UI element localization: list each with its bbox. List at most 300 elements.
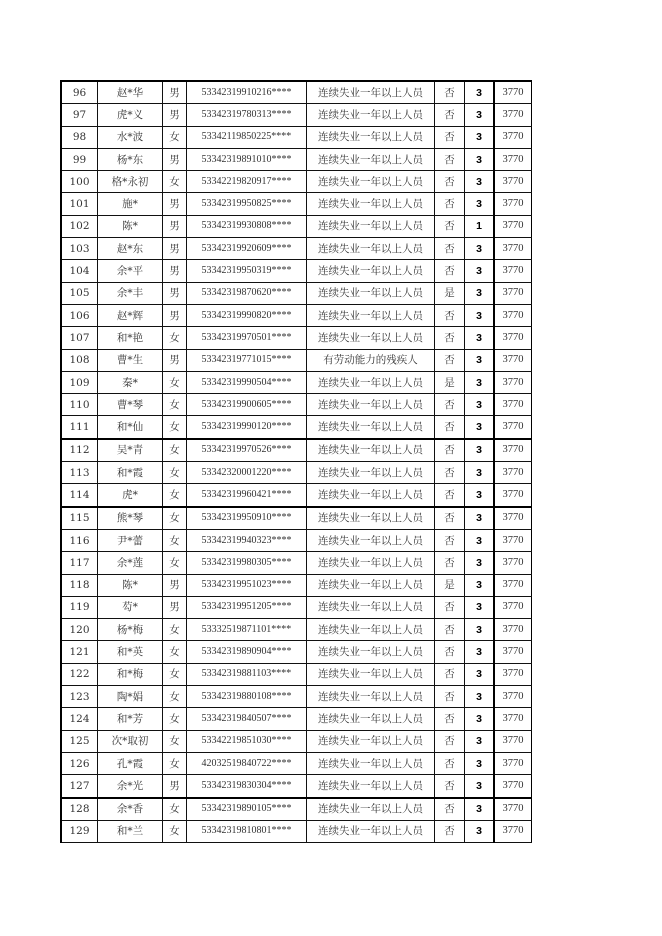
amount-cell: 3770 — [494, 663, 532, 685]
seq-cell: 111 — [61, 416, 98, 439]
amount-cell: 3770 — [494, 484, 532, 507]
table-row — [61, 238, 532, 260]
gender-cell: 女 — [163, 641, 187, 663]
amount-cell: 3770 — [494, 260, 532, 282]
gender-cell: 女 — [163, 507, 187, 530]
table-row — [61, 304, 532, 326]
table-row — [61, 775, 532, 798]
seq-cell: 117 — [61, 552, 98, 574]
amount-cell: 3770 — [494, 820, 532, 842]
table-row — [61, 484, 532, 507]
category-cell: 连续失业一年以上人员 — [307, 260, 435, 282]
name-cell: 和*艳 — [98, 327, 163, 349]
seq-cell: 97 — [61, 104, 98, 126]
gender-cell: 女 — [163, 686, 187, 708]
category-cell: 有劳动能力的残疾人 — [307, 349, 435, 371]
seq-cell: 108 — [61, 349, 98, 371]
seq-cell: 112 — [61, 439, 98, 462]
amount-cell: 3770 — [494, 529, 532, 551]
category-cell: 连续失业一年以上人员 — [307, 708, 435, 730]
amount-cell: 3770 — [494, 439, 532, 462]
amount-cell: 3770 — [494, 752, 532, 774]
flag-cell: 否 — [435, 148, 465, 170]
name-cell: 虎* — [98, 484, 163, 507]
category-cell: 连续失业一年以上人员 — [307, 574, 435, 596]
seq-cell: 128 — [61, 798, 98, 821]
amount-cell: 3770 — [494, 282, 532, 304]
gender-cell: 女 — [163, 439, 187, 462]
flag-cell: 否 — [435, 394, 465, 416]
gender-cell: 女 — [163, 708, 187, 730]
seq-cell: 120 — [61, 619, 98, 641]
id-number-cell: 53342219851030**** — [187, 730, 307, 752]
amount-cell: 3770 — [494, 349, 532, 371]
table-row — [61, 282, 532, 304]
id-number-cell: 53342319890904**** — [187, 641, 307, 663]
name-cell: 格*永初 — [98, 171, 163, 193]
table-row — [61, 327, 532, 349]
amount-cell: 3770 — [494, 193, 532, 215]
category-cell: 连续失业一年以上人员 — [307, 126, 435, 148]
flag-cell: 是 — [435, 574, 465, 596]
flag-cell: 否 — [435, 820, 465, 842]
gender-cell: 男 — [163, 282, 187, 304]
flag-cell: 否 — [435, 619, 465, 641]
seq-cell: 105 — [61, 282, 98, 304]
flag-cell: 否 — [435, 529, 465, 551]
table-row — [61, 126, 532, 148]
name-cell: 吴*青 — [98, 439, 163, 462]
gender-cell: 女 — [163, 552, 187, 574]
table-row — [61, 193, 532, 215]
amount-cell: 3770 — [494, 552, 532, 574]
id-number-cell: 53342319891010**** — [187, 148, 307, 170]
months-cell: 3 — [465, 798, 495, 821]
flag-cell: 否 — [435, 238, 465, 260]
name-cell: 杨*梅 — [98, 619, 163, 641]
months-cell: 3 — [465, 619, 495, 641]
seq-cell: 124 — [61, 708, 98, 730]
months-cell: 3 — [465, 462, 495, 484]
table-row — [61, 663, 532, 685]
seq-cell: 96 — [61, 81, 98, 104]
id-number-cell: 53342319950319**** — [187, 260, 307, 282]
flag-cell: 否 — [435, 349, 465, 371]
gender-cell: 女 — [163, 371, 187, 393]
seq-cell: 119 — [61, 596, 98, 618]
name-cell: 余*丰 — [98, 282, 163, 304]
months-cell: 1 — [465, 215, 495, 237]
name-cell: 陶*娟 — [98, 686, 163, 708]
gender-cell: 女 — [163, 394, 187, 416]
name-cell: 余*光 — [98, 775, 163, 798]
flag-cell: 否 — [435, 798, 465, 821]
months-cell: 3 — [465, 730, 495, 752]
category-cell: 连续失业一年以上人员 — [307, 171, 435, 193]
seq-cell: 104 — [61, 260, 98, 282]
months-cell: 3 — [465, 708, 495, 730]
flag-cell: 否 — [435, 193, 465, 215]
gender-cell: 男 — [163, 81, 187, 104]
amount-cell: 3770 — [494, 574, 532, 596]
name-cell: 熊*琴 — [98, 507, 163, 530]
months-cell: 3 — [465, 507, 495, 530]
table-row — [61, 462, 532, 484]
flag-cell: 否 — [435, 327, 465, 349]
table-row — [61, 349, 532, 371]
category-cell: 连续失业一年以上人员 — [307, 552, 435, 574]
flag-cell: 否 — [435, 730, 465, 752]
name-cell: 虎*义 — [98, 104, 163, 126]
id-number-cell: 53342319951205**** — [187, 596, 307, 618]
table-row — [61, 641, 532, 663]
flag-cell: 是 — [435, 371, 465, 393]
category-cell: 连续失业一年以上人员 — [307, 215, 435, 237]
months-cell: 3 — [465, 193, 495, 215]
amount-cell: 3770 — [494, 686, 532, 708]
name-cell: 秦* — [98, 371, 163, 393]
id-number-cell: 53342319930808**** — [187, 215, 307, 237]
table-row — [61, 371, 532, 393]
months-cell: 3 — [465, 775, 495, 798]
table-row — [61, 619, 532, 641]
table-row — [61, 596, 532, 618]
id-number-cell: 53342319951023**** — [187, 574, 307, 596]
seq-cell: 122 — [61, 663, 98, 685]
months-cell: 3 — [465, 148, 495, 170]
name-cell: 陈* — [98, 215, 163, 237]
seq-cell: 99 — [61, 148, 98, 170]
table-row — [61, 529, 532, 551]
table-row — [61, 574, 532, 596]
months-cell: 3 — [465, 641, 495, 663]
id-number-cell: 53342319830304**** — [187, 775, 307, 798]
table-row — [61, 552, 532, 574]
amount-cell: 3770 — [494, 171, 532, 193]
flag-cell: 否 — [435, 686, 465, 708]
flag-cell: 否 — [435, 507, 465, 530]
gender-cell: 女 — [163, 484, 187, 507]
table-row — [61, 820, 532, 842]
gender-cell: 女 — [163, 820, 187, 842]
flag-cell: 否 — [435, 641, 465, 663]
months-cell: 3 — [465, 394, 495, 416]
gender-cell: 男 — [163, 193, 187, 215]
flag-cell: 否 — [435, 775, 465, 798]
seq-cell: 127 — [61, 775, 98, 798]
gender-cell: 女 — [163, 416, 187, 439]
months-cell: 3 — [465, 282, 495, 304]
id-number-cell: 53332519871101**** — [187, 619, 307, 641]
flag-cell: 否 — [435, 104, 465, 126]
name-cell: 余*莲 — [98, 552, 163, 574]
id-number-cell: 53342319970501**** — [187, 327, 307, 349]
category-cell: 连续失业一年以上人员 — [307, 238, 435, 260]
id-number-cell: 53342319890105**** — [187, 798, 307, 821]
name-cell: 陈* — [98, 574, 163, 596]
gender-cell: 男 — [163, 304, 187, 326]
months-cell: 3 — [465, 371, 495, 393]
gender-cell: 女 — [163, 663, 187, 685]
category-cell: 连续失业一年以上人员 — [307, 619, 435, 641]
flag-cell: 否 — [435, 663, 465, 685]
id-number-cell: 53342319960421**** — [187, 484, 307, 507]
category-cell: 连续失业一年以上人员 — [307, 439, 435, 462]
id-number-cell: 53342319880108**** — [187, 686, 307, 708]
table-row — [61, 752, 532, 774]
name-cell: 和*兰 — [98, 820, 163, 842]
id-number-cell: 53342319990120**** — [187, 416, 307, 439]
amount-cell: 3770 — [494, 798, 532, 821]
gender-cell: 男 — [163, 238, 187, 260]
flag-cell: 否 — [435, 596, 465, 618]
seq-cell: 116 — [61, 529, 98, 551]
gender-cell: 女 — [163, 752, 187, 774]
months-cell: 3 — [465, 439, 495, 462]
gender-cell: 女 — [163, 619, 187, 641]
months-cell: 3 — [465, 484, 495, 507]
flag-cell: 否 — [435, 304, 465, 326]
seq-cell: 123 — [61, 686, 98, 708]
flag-cell: 否 — [435, 126, 465, 148]
seq-cell: 114 — [61, 484, 98, 507]
category-cell: 连续失业一年以上人员 — [307, 394, 435, 416]
amount-cell: 3770 — [494, 507, 532, 530]
gender-cell: 女 — [163, 126, 187, 148]
amount-cell: 3770 — [494, 104, 532, 126]
seq-cell: 118 — [61, 574, 98, 596]
table-row — [61, 171, 532, 193]
name-cell: 次*取初 — [98, 730, 163, 752]
gender-cell: 女 — [163, 462, 187, 484]
months-cell: 3 — [465, 529, 495, 551]
seq-cell: 125 — [61, 730, 98, 752]
months-cell: 3 — [465, 820, 495, 842]
gender-cell: 女 — [163, 327, 187, 349]
months-cell: 3 — [465, 686, 495, 708]
months-cell: 3 — [465, 596, 495, 618]
seq-cell: 103 — [61, 238, 98, 260]
id-number-cell: 53342319990504**** — [187, 371, 307, 393]
seq-cell: 110 — [61, 394, 98, 416]
id-number-cell: 53342219820917**** — [187, 171, 307, 193]
months-cell: 3 — [465, 574, 495, 596]
category-cell: 连续失业一年以上人员 — [307, 641, 435, 663]
seq-cell: 101 — [61, 193, 98, 215]
seq-cell: 106 — [61, 304, 98, 326]
table-row — [61, 730, 532, 752]
category-cell: 连续失业一年以上人员 — [307, 371, 435, 393]
amount-cell: 3770 — [494, 775, 532, 798]
name-cell: 杨*东 — [98, 148, 163, 170]
gender-cell: 女 — [163, 730, 187, 752]
seq-cell: 121 — [61, 641, 98, 663]
category-cell: 连续失业一年以上人员 — [307, 484, 435, 507]
category-cell: 连续失业一年以上人员 — [307, 798, 435, 821]
months-cell: 3 — [465, 104, 495, 126]
gender-cell: 男 — [163, 596, 187, 618]
id-number-cell: 53342319780313**** — [187, 104, 307, 126]
category-cell: 连续失业一年以上人员 — [307, 104, 435, 126]
table-row — [61, 708, 532, 730]
gender-cell: 男 — [163, 349, 187, 371]
id-number-cell: 53342319881103**** — [187, 663, 307, 685]
gender-cell: 男 — [163, 148, 187, 170]
amount-cell: 3770 — [494, 81, 532, 104]
category-cell: 连续失业一年以上人员 — [307, 820, 435, 842]
name-cell: 和*英 — [98, 641, 163, 663]
amount-cell: 3770 — [494, 215, 532, 237]
id-number-cell: 42032519840722**** — [187, 752, 307, 774]
id-number-cell: 53342319870620**** — [187, 282, 307, 304]
amount-cell: 3770 — [494, 708, 532, 730]
table-row — [61, 439, 532, 462]
flag-cell: 是 — [435, 282, 465, 304]
flag-cell: 否 — [435, 484, 465, 507]
name-cell: 余*平 — [98, 260, 163, 282]
name-cell: 赵*东 — [98, 238, 163, 260]
id-number-cell: 53342319950910**** — [187, 507, 307, 530]
category-cell: 连续失业一年以上人员 — [307, 752, 435, 774]
category-cell: 连续失业一年以上人员 — [307, 416, 435, 439]
name-cell: 赵*辉 — [98, 304, 163, 326]
flag-cell: 否 — [435, 260, 465, 282]
months-cell: 3 — [465, 349, 495, 371]
months-cell: 3 — [465, 416, 495, 439]
months-cell: 3 — [465, 304, 495, 326]
gender-cell: 男 — [163, 215, 187, 237]
id-number-cell: 53342319840507**** — [187, 708, 307, 730]
name-cell: 赵*华 — [98, 81, 163, 104]
name-cell: 和*仙 — [98, 416, 163, 439]
seq-cell: 109 — [61, 371, 98, 393]
id-number-cell: 53342319810801**** — [187, 820, 307, 842]
seq-cell: 100 — [61, 171, 98, 193]
flag-cell: 否 — [435, 439, 465, 462]
name-cell: 芶* — [98, 596, 163, 618]
name-cell: 水*波 — [98, 126, 163, 148]
category-cell: 连续失业一年以上人员 — [307, 462, 435, 484]
flag-cell: 否 — [435, 708, 465, 730]
table-row — [61, 260, 532, 282]
amount-cell: 3770 — [494, 238, 532, 260]
amount-cell: 3770 — [494, 416, 532, 439]
seq-cell: 98 — [61, 126, 98, 148]
seq-cell: 113 — [61, 462, 98, 484]
name-cell: 尹*蕾 — [98, 529, 163, 551]
amount-cell: 3770 — [494, 596, 532, 618]
amount-cell: 3770 — [494, 126, 532, 148]
table-row — [61, 215, 532, 237]
amount-cell: 3770 — [494, 641, 532, 663]
amount-cell: 3770 — [494, 304, 532, 326]
months-cell: 3 — [465, 552, 495, 574]
gender-cell: 男 — [163, 104, 187, 126]
category-cell: 连续失业一年以上人员 — [307, 282, 435, 304]
category-cell: 连续失业一年以上人员 — [307, 596, 435, 618]
id-number-cell: 53342319900605**** — [187, 394, 307, 416]
seq-cell: 107 — [61, 327, 98, 349]
category-cell: 连续失业一年以上人员 — [307, 193, 435, 215]
gender-cell: 女 — [163, 171, 187, 193]
category-cell: 连续失业一年以上人员 — [307, 529, 435, 551]
gender-cell: 男 — [163, 775, 187, 798]
category-cell: 连续失业一年以上人员 — [307, 775, 435, 798]
months-cell: 3 — [465, 171, 495, 193]
category-cell: 连续失业一年以上人员 — [307, 663, 435, 685]
table-row — [61, 104, 532, 126]
category-cell: 连续失业一年以上人员 — [307, 686, 435, 708]
id-number-cell: 53342319940323**** — [187, 529, 307, 551]
amount-cell: 3770 — [494, 394, 532, 416]
amount-cell: 3770 — [494, 462, 532, 484]
seq-cell: 102 — [61, 215, 98, 237]
table-row — [61, 507, 532, 530]
name-cell: 和*梅 — [98, 663, 163, 685]
category-cell: 连续失业一年以上人员 — [307, 327, 435, 349]
id-number-cell: 53342119850225**** — [187, 126, 307, 148]
gender-cell: 女 — [163, 529, 187, 551]
id-number-cell: 53342319920609**** — [187, 238, 307, 260]
seq-cell: 129 — [61, 820, 98, 842]
months-cell: 3 — [465, 126, 495, 148]
gender-cell: 男 — [163, 260, 187, 282]
name-cell: 和*芳 — [98, 708, 163, 730]
seq-cell: 126 — [61, 752, 98, 774]
id-number-cell: 53342319950825**** — [187, 193, 307, 215]
flag-cell: 否 — [435, 752, 465, 774]
gender-cell: 女 — [163, 798, 187, 821]
id-number-cell: 53342319970526**** — [187, 439, 307, 462]
table-row — [61, 798, 532, 821]
flag-cell: 否 — [435, 462, 465, 484]
id-number-cell: 53342319771015**** — [187, 349, 307, 371]
name-cell: 和*霞 — [98, 462, 163, 484]
flag-cell: 否 — [435, 552, 465, 574]
subsidy-roster-table — [60, 80, 532, 843]
id-number-cell: 53342319910216**** — [187, 81, 307, 104]
name-cell: 施* — [98, 193, 163, 215]
amount-cell: 3770 — [494, 148, 532, 170]
category-cell: 连续失业一年以上人员 — [307, 81, 435, 104]
table-row — [61, 416, 532, 439]
flag-cell: 否 — [435, 215, 465, 237]
months-cell: 3 — [465, 327, 495, 349]
months-cell: 3 — [465, 663, 495, 685]
table-body — [61, 81, 532, 843]
flag-cell: 否 — [435, 171, 465, 193]
table-row — [61, 394, 532, 416]
category-cell: 连续失业一年以上人员 — [307, 148, 435, 170]
table-row — [61, 148, 532, 170]
category-cell: 连续失业一年以上人员 — [307, 507, 435, 530]
months-cell: 3 — [465, 260, 495, 282]
amount-cell: 3770 — [494, 730, 532, 752]
id-number-cell: 53342319980305**** — [187, 552, 307, 574]
months-cell: 3 — [465, 752, 495, 774]
name-cell: 曹*生 — [98, 349, 163, 371]
seq-cell: 115 — [61, 507, 98, 530]
amount-cell: 3770 — [494, 619, 532, 641]
months-cell: 3 — [465, 81, 495, 104]
table-row — [61, 81, 532, 104]
id-number-cell: 53342319990820**** — [187, 304, 307, 326]
amount-cell: 3770 — [494, 371, 532, 393]
flag-cell: 否 — [435, 81, 465, 104]
flag-cell: 否 — [435, 416, 465, 439]
id-number-cell: 53342320001220**** — [187, 462, 307, 484]
name-cell: 孔*霞 — [98, 752, 163, 774]
